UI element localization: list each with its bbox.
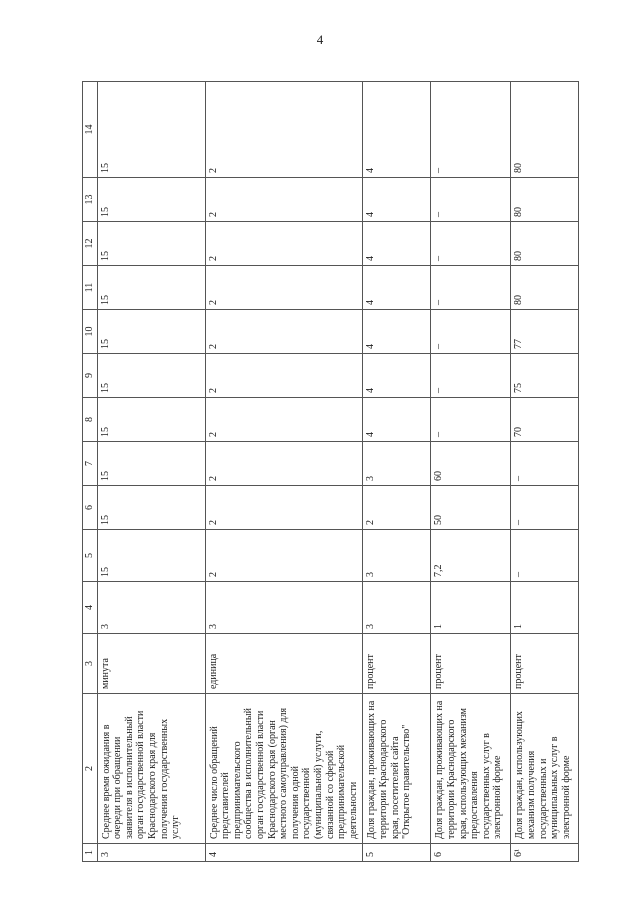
value-cell: –: [431, 266, 511, 310]
value-cell: 15: [97, 530, 205, 582]
column-header: 9: [83, 354, 98, 398]
value-cell: –: [431, 222, 511, 266]
value-cell: 1: [431, 582, 511, 634]
column-header: 6: [83, 486, 98, 530]
value-cell: 1: [511, 582, 579, 634]
value-cell: 3: [363, 582, 431, 634]
indicator-name: Доля граждан, использующих механизм получения государственных и муниципальных услуг в электронной форме: [511, 694, 579, 844]
column-header: 12: [83, 222, 98, 266]
table-row: [431, 82, 511, 862]
value-cell: 15: [97, 266, 205, 310]
indicator-name: Среднее время ожидания в очереди при обращении заявителя в исполнительный орган государственной власти Краснодарского края для получения государственных услуг: [97, 694, 205, 844]
value-cell: –: [431, 398, 511, 442]
row-number: 6¹: [511, 844, 579, 862]
value-cell: 2: [205, 442, 363, 486]
unit-cell: минута: [97, 634, 205, 694]
unit-cell: процент: [511, 634, 579, 694]
value-cell: 4: [363, 310, 431, 354]
value-cell: 3: [97, 582, 205, 634]
column-header: 13: [83, 178, 98, 222]
table-rotated-container: [82, 82, 572, 862]
value-cell: 70: [511, 398, 579, 442]
row-number: 4: [205, 844, 363, 862]
value-cell: –: [511, 442, 579, 486]
value-cell: 2: [205, 486, 363, 530]
value-cell: –: [431, 178, 511, 222]
indicator-name: Доля граждан, проживающих на территории Краснодарского края, посетителей сайта "Открытое правительство": [363, 694, 431, 844]
indicator-name: Доля граждан, проживающих на территории Краснодарского края, использующих механизм предоставления государственных услуг в электронной форме: [431, 694, 511, 844]
page-number: 4: [316, 32, 324, 47]
value-cell: 15: [97, 398, 205, 442]
column-header: 2: [83, 694, 98, 844]
value-cell: 3: [363, 442, 431, 486]
value-cell: 2: [205, 178, 363, 222]
table-row: [363, 82, 431, 862]
row-number: 6: [431, 844, 511, 862]
indicator-name: Среднее число обращений представителей предпринимательского сообщества в исполнительный орган государственной власти Краснодарского края (орган местного самоуправления) для получения одной государственной (муниципальной) услуги, связанной со сферой предпринимательской деятельности: [205, 694, 363, 844]
value-cell: 4: [363, 222, 431, 266]
unit-cell: единица: [205, 634, 363, 694]
header-row: [83, 82, 98, 862]
value-cell: 4: [363, 266, 431, 310]
value-cell: 2: [205, 398, 363, 442]
column-header: 14: [83, 82, 98, 178]
column-header: 1: [83, 844, 98, 862]
value-cell: 80: [511, 222, 579, 266]
column-header: 4: [83, 582, 98, 634]
value-cell: 15: [97, 354, 205, 398]
table-frame: [82, 82, 572, 862]
value-cell: –: [511, 486, 579, 530]
value-cell: 2: [205, 266, 363, 310]
column-header: 11: [83, 266, 98, 310]
table-row: [205, 82, 363, 862]
indicators-table: [82, 81, 579, 862]
value-cell: 2: [205, 222, 363, 266]
value-cell: 3: [363, 530, 431, 582]
column-header: 8: [83, 398, 98, 442]
value-cell: 2: [205, 354, 363, 398]
value-cell: 15: [97, 442, 205, 486]
value-cell: 15: [97, 178, 205, 222]
value-cell: 4: [363, 178, 431, 222]
table-row: [511, 82, 579, 862]
column-header: 3: [83, 634, 98, 694]
value-cell: 4: [363, 82, 431, 178]
value-cell: 7,2: [431, 530, 511, 582]
value-cell: 4: [363, 354, 431, 398]
value-cell: 15: [97, 222, 205, 266]
value-cell: 60: [431, 442, 511, 486]
column-header: 7: [83, 442, 98, 486]
value-cell: –: [431, 310, 511, 354]
value-cell: 80: [511, 178, 579, 222]
value-cell: –: [431, 354, 511, 398]
value-cell: 4: [363, 398, 431, 442]
value-cell: –: [431, 82, 511, 178]
unit-cell: процент: [363, 634, 431, 694]
value-cell: 80: [511, 82, 579, 178]
column-header: 10: [83, 310, 98, 354]
value-cell: 75: [511, 354, 579, 398]
value-cell: 2: [205, 82, 363, 178]
value-cell: 15: [97, 486, 205, 530]
value-cell: 2: [205, 530, 363, 582]
value-cell: 2: [363, 486, 431, 530]
column-header: 5: [83, 530, 98, 582]
value-cell: 15: [97, 82, 205, 178]
row-number: 5: [363, 844, 431, 862]
value-cell: –: [511, 530, 579, 582]
row-number: 3: [97, 844, 205, 862]
value-cell: 2: [205, 310, 363, 354]
value-cell: 50: [431, 486, 511, 530]
unit-cell: процент: [431, 634, 511, 694]
table-row: [97, 82, 205, 862]
value-cell: 77: [511, 310, 579, 354]
value-cell: 3: [205, 582, 363, 634]
value-cell: 80: [511, 266, 579, 310]
value-cell: 15: [97, 310, 205, 354]
